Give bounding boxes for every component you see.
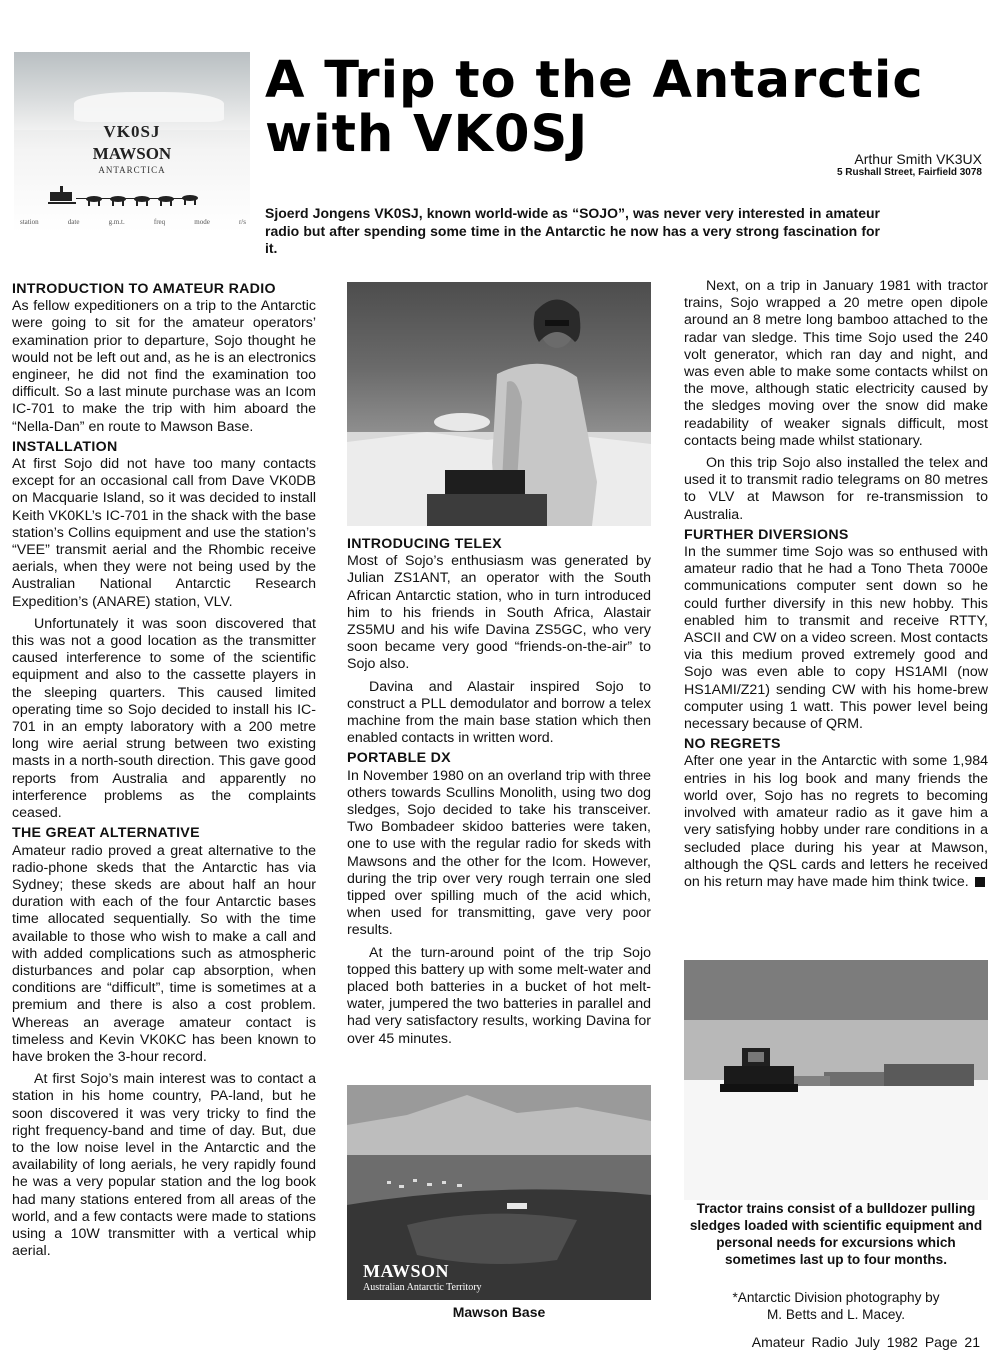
expeditioner-photo xyxy=(347,282,651,526)
paragraph: Davina and Alastair inspired Sojo to construct a PLL demodulator and borrow a telex machine from the main base station which then enabled contacts in written word. xyxy=(347,678,651,747)
qsl-field-mode: mode xyxy=(194,218,210,226)
final-paragraph-text: After one year in the Antarctic with some 1,984 entries in his log book and many friends the world over, Sojo has no regrets to becoming involved with amateur radio as it gave him a very satisfying hobby under rare conditions in a secluded place during his year at Mawson, although the QSL cards and letters he received on his return may have made him think twice. xyxy=(684,753,988,890)
paragraph: On this trip Sojo also installed the telex and used it to transmit radio telegrams on 80 metres to VLV at Mawson for re-transmission to Australia. xyxy=(684,455,988,523)
heading-no-regrets: NO REGRETS xyxy=(684,736,781,753)
photo-credit xyxy=(684,1289,988,1323)
column-1 xyxy=(12,278,316,1260)
qsl-card-image xyxy=(14,52,250,232)
qsl-callsign: VK0SJ xyxy=(103,122,161,141)
credit-line-1: *Antarctic Division photography by xyxy=(732,1290,940,1305)
mawson-base-photo xyxy=(347,1085,651,1300)
heading-installation: INSTALLATION xyxy=(12,438,118,455)
paragraph: Most of Sojo’s enthusiasm was generated by Julian ZS1ANT, an operator with the South African Antarctic station, who in turn introduced him to his friends in South Africa, Alastair ZS5MU and his wife Davina ZS5GC, who very soon became very good “friends-on-the-air” to Sojo also. xyxy=(347,553,651,673)
title-line-2: with VK0SJ xyxy=(265,105,589,164)
qsl-fields xyxy=(20,218,246,226)
title-line-1: A Trip to the Antarctic xyxy=(265,51,924,110)
qsl-base: MAWSON xyxy=(92,144,172,163)
author-address: 5 Rushall Street, Fairfield 3078 xyxy=(836,167,982,178)
mawson-label-title: MAWSON xyxy=(363,1261,450,1281)
tractor-caption: Tractor trains consist of a bulldozer pulling sledges loaded with scientific equipment and personal needs for excursions which sometimes last up to four months. xyxy=(689,1201,983,1267)
heading-introduction: INTRODUCTION TO AMATEUR RADIO xyxy=(12,281,276,297)
paragraph: At first Sojo’s main interest was to contact a station in his home country, PA-land, but he soon discovered it was very tricky to find the right frequency-band and time of day. But, due to the low noise level in the Antarctic and the availability of long aerials, he very rapidly found he was a very popular station and the log book had many stations entered from all areas of the world, and a few contacts were made to stations using a 10W transmitter with a vertical whip aerial. xyxy=(12,1071,316,1260)
heading-further-diversions: FURTHER DIVERSIONS xyxy=(684,526,849,543)
mawson-label-subtitle: Australian Antarctic Territory xyxy=(363,1282,482,1293)
column-2 xyxy=(347,533,651,1048)
heading-great-alternative: THE GREAT ALTERNATIVE xyxy=(12,825,200,842)
intro-paragraph: Sjoerd Jongens VK0SJ, known world-wide as “SOJO”, was never very interested in amateur radio but after spending some time in the Antarctic he now has a very strong fascination for it. xyxy=(265,205,880,256)
paragraph: As fellow expeditioners on a trip to the Antarctic were going to sit for the amateur operators’ examination prior to departure, Sojo thought he would not be left out and, as he is an electronics engineer, he did not find the examination too difficult. So a last minute purchase was an Icom IC-701 to make the trip with him aboard the “Nella-Dan” en route to Mawson Base. xyxy=(12,298,316,435)
paragraph: Amateur radio proved a great alternative to the radio-phone skeds that the Antarctic has via Sydney; these skeds are about half an hour duration with each of the four Antarctic bases time allocated sequentially. So with the time available to those who wish to make a call and with added complications such as atmospheric disturbances and polar cap absorption, when conditions are “difficult”, time is sometimes at a premium and there is also a cost problem. Whereas an average amateur contact is timeless and Kevin VK0KC has been known to have broken the 3-hour record. xyxy=(12,842,316,1065)
page-footer: Amateur Radio July 1982 Page 21 xyxy=(751,1334,980,1350)
paragraph-final xyxy=(684,753,988,891)
qsl-field-gmt: g.m.t. xyxy=(108,218,125,226)
paragraph: Unfortunately it was soon discovered that this was not a good location as the transmitter caused interference to some of the scientific equipment and also to the cassette players in the sleeping quarters. This caused limited operating time so Sojo decided to install his IC-701 in an empty laboratory with a 200 metre long wire aerial strung between two existing masts in a north-south direction. This gave good reports from Australia and apparently no interference problems as the complaints ceased. xyxy=(12,615,316,822)
end-mark-icon xyxy=(975,877,985,887)
qsl-region: ANTARCTICA xyxy=(98,165,166,175)
qsl-field-station: station xyxy=(20,218,39,226)
paragraph: At first Sojo did not have too many contacts except for an occasional call from Dave VK0DB on Macquarie Island, so it was decided to install Keith VK0KL’s IC-701 in the shack with the base station’s Collins equipment and use the station’s “VEE” transmit aerial and the Rhombic receive aerials, when they were not being used by the Australian National Antarctic Research Expedition’s (ANARE) station, VLV. xyxy=(12,456,316,610)
qsl-field-rs: r/s xyxy=(238,218,246,226)
heading-introducing-telex: INTRODUCING TELEX xyxy=(347,536,502,552)
dog-sled-icon xyxy=(46,184,216,210)
paragraph: In the summer time Sojo was so enthused with amateur radio that he had a Tono Theta 7000e communications computer sent down so he could further diversify in this new hobby. This enabled him to transmit and receive RTTY, ASCII and CW on a video screen. Most contacts via this medium proved extremely good and Sojo was even able to copy HS1AMI (now HS1AMI/Z21) sending CW with his home-brew computer using 1 watt. This power level being necessary because of QRM. xyxy=(684,544,988,733)
mawson-caption: Mawson Base xyxy=(452,1304,546,1320)
article-title xyxy=(265,51,995,164)
column-3 xyxy=(684,278,988,891)
mawson-photo-label xyxy=(363,1261,482,1293)
paragraph: Next, on a trip in January 1981 with tractor trains, Sojo wrapped a 20 metre open dipole around an 8 metre long bamboo attached to the radar van sledge. This time Sojo used the 240 volt generator, which ran day and night, and was even able to make some contacts whilst on the move, although static electricity caused by the sledges moving over the snow did make readability of weaker signals difficult, most contacts being made whilst stationary. xyxy=(684,278,988,449)
qsl-field-date: date xyxy=(67,218,80,226)
author-byline: Arthur Smith VK3UX xyxy=(854,151,982,167)
paragraph: At the turn-around point of the trip Sojo topped this battery up with some melt-water and placed both batteries in a bucket of hot melt-water, jumpered the two batteries in parallel and had very satisfactory results, working Davina for over 45 minutes. xyxy=(347,944,651,1047)
tractor-train-photo xyxy=(684,960,988,1200)
paragraph: In November 1980 on an overland trip with three others towards Scullins Monolith, using two dog sledges, Sojo decided to take his transceiver. Two Bombadeer skidoo batteries were taken, one to use with the regular radio for skeds with Mawsons and the other for the Icom. However, during the trip over very rough terrain one sled tipped over spilling much of the acid which, when used for transmitting, gave very poor results. xyxy=(347,767,651,939)
qsl-field-freq: freq xyxy=(153,218,166,226)
credit-line-2: M. Betts and L. Macey. xyxy=(766,1307,905,1322)
heading-portable-dx: PORTABLE DX xyxy=(347,750,451,767)
